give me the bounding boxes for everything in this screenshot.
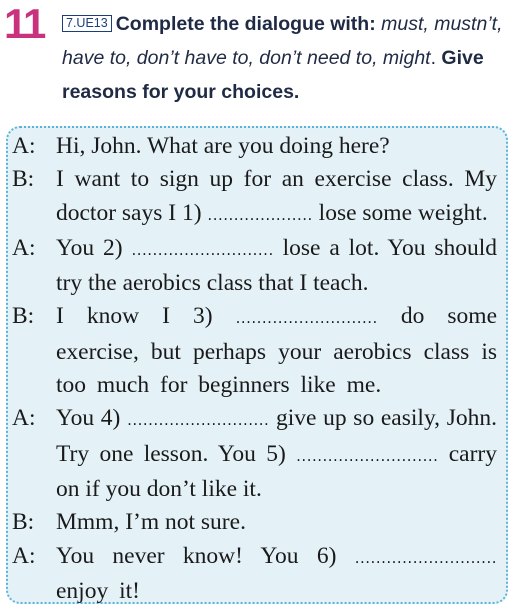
instruction-lead: Complete the dialogue with:: [115, 13, 382, 35]
speech-segment: enjoy it!: [56, 577, 140, 604]
instruction-word-list: must, mustn’t, have to, don’t have to, don’t need to, might: [62, 13, 503, 69]
speech-text: [56, 402, 497, 506]
speech-text: Hi, John. What are you doing here?: [56, 133, 390, 159]
speech-segment: give up so easily, John. Try one lesson. You 5): [56, 405, 497, 467]
speech-segment: I know I 3): [56, 303, 236, 330]
dialogue-line: [12, 402, 497, 506]
speaker-label: A:: [12, 542, 36, 569]
instruction-reasons: Give reasons for your choices.: [62, 47, 484, 103]
dialogue: [12, 130, 497, 608]
dialogue-line: [12, 300, 497, 402]
speech-segment: I want to sign up for an exercise class. My doctor says I 1): [56, 166, 497, 226]
speaker-label: A:: [12, 133, 36, 159]
dialogue-line: [12, 540, 497, 609]
speech-segment: lose some weight.: [312, 199, 488, 226]
gap-5[interactable]: ...........................: [296, 446, 439, 465]
gap-4[interactable]: ...........................: [127, 411, 270, 430]
speech-segment: You never know! You 6): [56, 542, 355, 569]
instruction-period: .: [430, 47, 437, 69]
speech-text: Mmm, I’m not sure.: [56, 509, 246, 536]
speech-segment: do some exercise, but perhaps your aerobics class is too much for beginners like me.: [56, 303, 497, 399]
gap-3[interactable]: ...........................: [235, 309, 378, 328]
gap-2[interactable]: ...........................: [131, 240, 274, 259]
gap-6[interactable]: ...........................: [354, 548, 497, 567]
speech-text: [56, 163, 497, 232]
speaker-label: A:: [12, 405, 36, 432]
speaker-label: B:: [12, 509, 35, 536]
speaker-label: B:: [12, 303, 35, 330]
speech-text: [56, 232, 497, 301]
unit-reference-badge: 7.UE13: [62, 15, 112, 32]
speech-text: [56, 540, 497, 609]
dialogue-line: [12, 130, 497, 163]
dialogue-line: [12, 163, 497, 232]
exercise-number: 11: [4, 0, 45, 47]
gap-1[interactable]: ....................: [207, 205, 313, 224]
dialogue-line: [12, 506, 497, 539]
speaker-label: B:: [12, 166, 35, 193]
speech-segment: carry on if you don’t like it.: [56, 440, 498, 502]
speech-text: [56, 300, 497, 402]
speech-segment: You 2): [56, 234, 132, 261]
speech-segment: lose a lot. You should try the aerobics class that I teach.: [56, 234, 498, 297]
exercise-instructions: [62, 7, 512, 109]
speaker-label: A:: [12, 234, 36, 261]
speech-segment: You 4): [56, 405, 128, 432]
dialogue-line: [12, 232, 497, 301]
